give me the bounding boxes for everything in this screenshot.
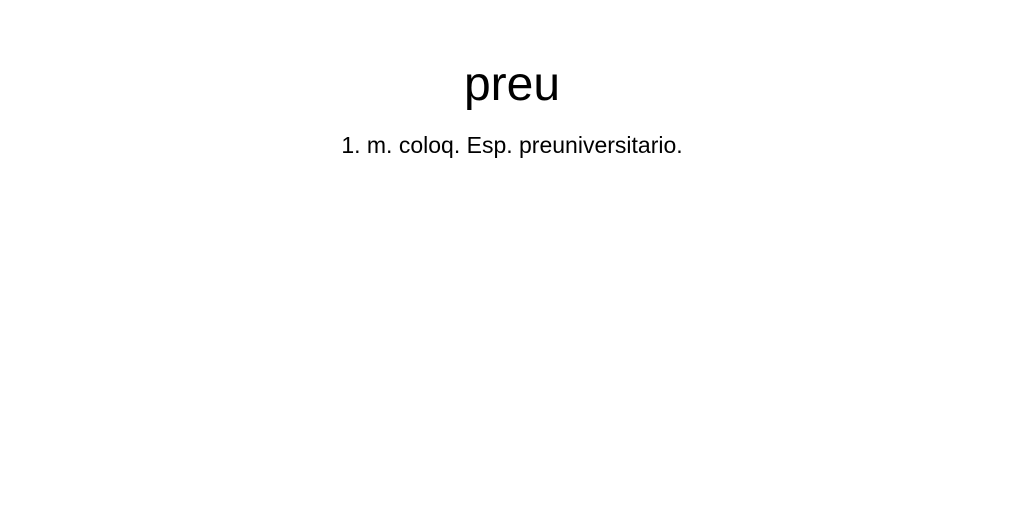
headword: preu [463, 58, 561, 111]
definition: 1. m. coloq. Esp. preuniversitario. [341, 132, 683, 158]
